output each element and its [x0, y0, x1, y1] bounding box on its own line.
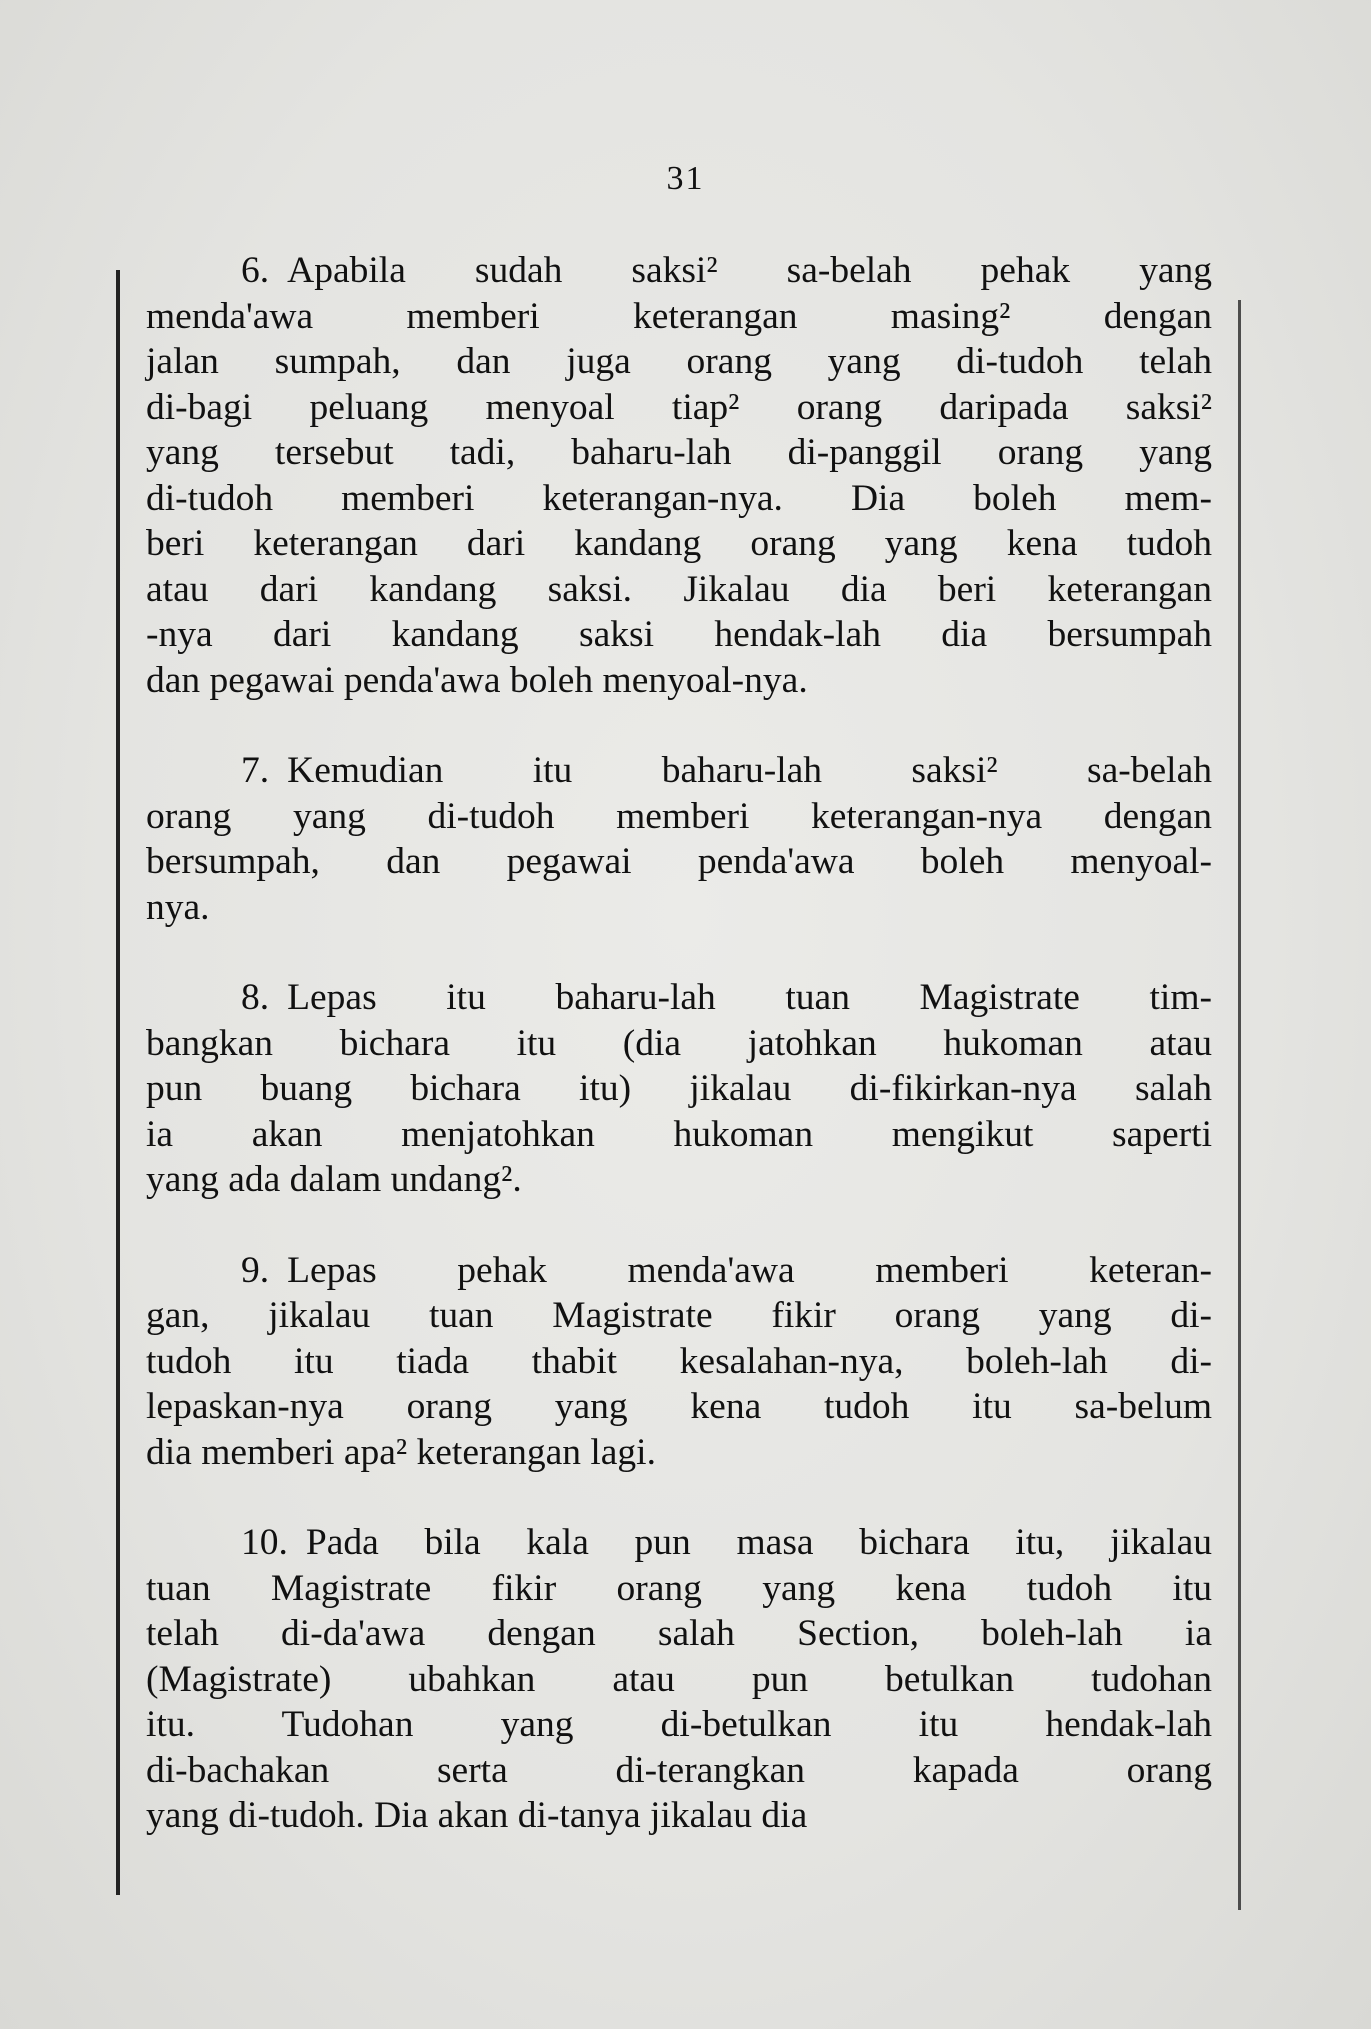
paragraph-number: 6. — [241, 250, 270, 291]
text-line — [146, 430, 1212, 476]
text-line — [146, 612, 1212, 658]
paragraph-number: 10. — [241, 1522, 288, 1563]
line-text: bersumpah, dan pegawai penda'awa boleh menyoal- — [146, 841, 1212, 882]
line-text: nya. — [146, 886, 210, 928]
line-text: bangkan bichara itu (dia jatohkan hukoman atau — [146, 1022, 1212, 1064]
line-text: Apabila sudah saksi² sa-belah pehak yang — [287, 250, 1212, 291]
text-line — [146, 1157, 1212, 1203]
line-text: yang di-tudoh. Dia akan di-tanya jikalau dia — [146, 1795, 808, 1836]
left-margin-rule — [116, 270, 120, 1895]
line-text: Lepas itu baharu-lah tuan Magistrate tim- — [287, 977, 1212, 1018]
paragraph-10 — [146, 1520, 1212, 1839]
text-line — [146, 1566, 1212, 1612]
line-text: tudoh itu tiada thabit kesalahan-nya, boleh-lah di- — [146, 1340, 1212, 1382]
line-text: di-tudoh memberi keterangan-nya. Dia boleh mem- — [146, 477, 1212, 519]
line-text: di-bagi peluang menyoal tiap² orang daripada saksi² — [146, 386, 1212, 428]
line-text: Kemudian itu baharu-lah saksi² sa-belah — [287, 750, 1212, 791]
line-text: (Magistrate) ubahkan atau pun betulkan tudohan — [146, 1658, 1212, 1700]
line-text: atau dari kandang saksi. Jikalau dia beri keterangan — [146, 568, 1212, 610]
paragraph-7 — [146, 748, 1212, 930]
line-text: yang ada dalam undang². — [146, 1159, 522, 1200]
text-line — [146, 248, 1212, 294]
line-text: di-bachakan serta di-terangkan kapada orang — [146, 1749, 1212, 1791]
text-line — [146, 1021, 1212, 1067]
text-line — [146, 839, 1212, 885]
text-line — [146, 658, 1212, 704]
paragraph-number: 8. — [241, 977, 270, 1018]
paragraph-6 — [146, 248, 1212, 703]
text-line — [146, 1112, 1212, 1158]
line-text: itu. Tudohan yang di-betulkan itu hendak-lah — [146, 1704, 1212, 1745]
text-line — [146, 1702, 1212, 1748]
paragraph-number: 7. — [241, 750, 270, 791]
text-line — [146, 1248, 1212, 1294]
line-text: beri keterangan dari kandang orang yang kena tudoh — [146, 523, 1212, 564]
text-line — [146, 1657, 1212, 1703]
line-text: lepaskan-nya orang yang kena tudoh itu sa-belum — [146, 1386, 1212, 1427]
paragraph-8 — [146, 975, 1212, 1203]
text-line — [146, 1520, 1212, 1566]
text-line — [146, 476, 1212, 522]
line-text: dia memberi apa² keterangan lagi. — [146, 1431, 656, 1473]
line-text: orang yang di-tudoh memberi keterangan-nya dengan — [146, 795, 1212, 837]
text-line — [146, 794, 1212, 840]
text-line — [146, 1339, 1212, 1385]
line-text: Lepas pehak menda'awa memberi keteran- — [287, 1249, 1212, 1291]
text-line — [146, 1066, 1212, 1112]
line-text: ia akan menjatohkan hukoman mengikut saperti — [146, 1113, 1212, 1155]
text-line — [146, 748, 1212, 794]
line-text: gan, jikalau tuan Magistrate fikir orang yang di- — [146, 1295, 1212, 1336]
text-line — [146, 567, 1212, 613]
paragraph-number: 9. — [241, 1249, 270, 1291]
text-line — [146, 1430, 1212, 1476]
text-line — [146, 1384, 1212, 1430]
text-line — [146, 1611, 1212, 1657]
line-text: tuan Magistrate fikir orang yang kena tudoh itu — [146, 1567, 1212, 1609]
line-text: dan pegawai penda'awa boleh menyoal-nya. — [146, 659, 808, 701]
text-line — [146, 339, 1212, 385]
line-text: pun buang bichara itu) jikalau di-fikirkan-nya salah — [146, 1068, 1212, 1109]
text-line — [146, 975, 1212, 1021]
line-text: jalan sumpah, dan juga orang yang di-tudoh telah — [146, 341, 1212, 382]
line-text: telah di-da'awa dengan salah Section, boleh-lah ia — [146, 1613, 1212, 1654]
text-line — [146, 294, 1212, 340]
line-text: -nya dari kandang saksi hendak-lah dia bersumpah — [146, 614, 1212, 655]
text-line — [146, 385, 1212, 431]
line-text: yang tersebut tadi, baharu-lah di-panggil orang yang — [146, 432, 1212, 473]
text-line — [146, 1793, 1212, 1839]
line-text: Pada bila kala pun masa bichara itu, jikalau — [305, 1522, 1212, 1563]
text-line — [146, 1748, 1212, 1794]
line-text: menda'awa memberi keterangan masing² dengan — [146, 295, 1212, 337]
body-text — [146, 248, 1212, 1884]
text-line — [146, 1293, 1212, 1339]
text-line — [146, 521, 1212, 567]
paragraph-9 — [146, 1248, 1212, 1476]
right-margin-rule — [1238, 300, 1241, 1910]
text-line — [146, 885, 1212, 931]
page-number: 31 — [666, 160, 705, 197]
